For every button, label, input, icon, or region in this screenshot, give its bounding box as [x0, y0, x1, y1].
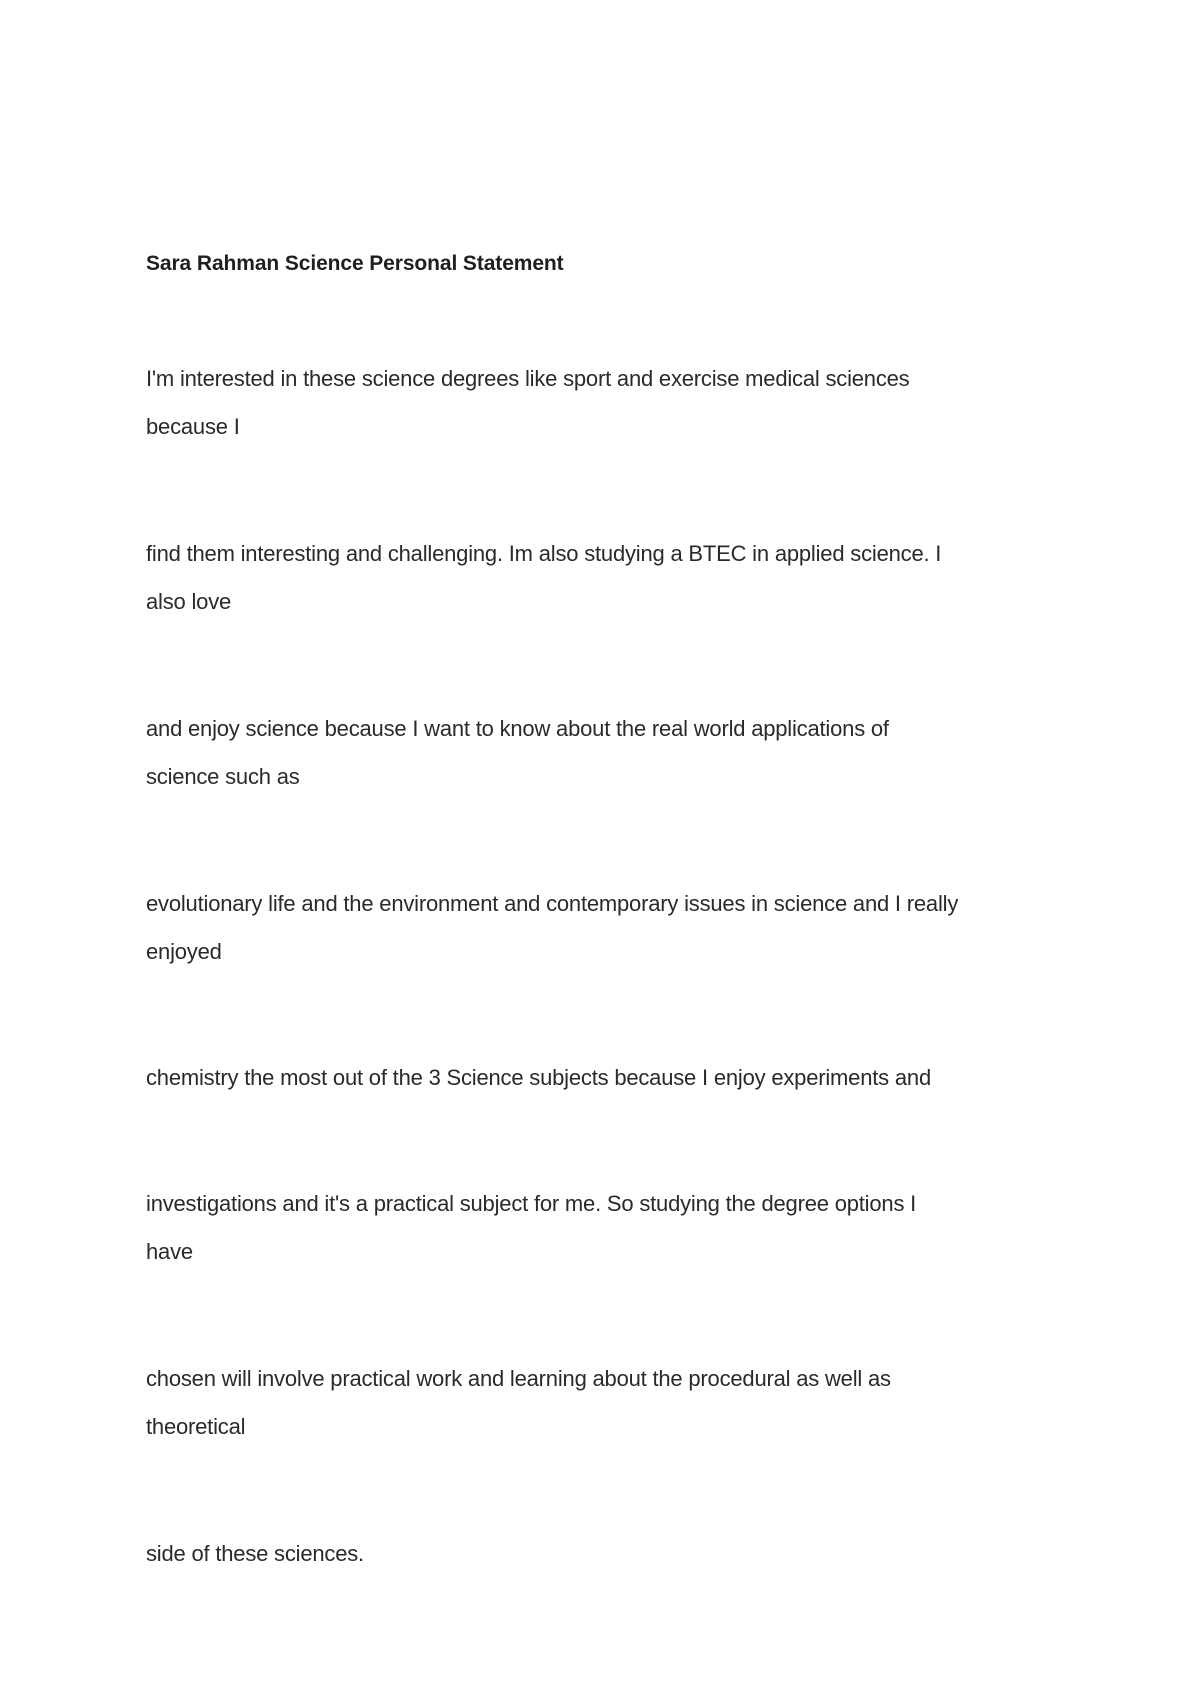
paragraph-line: theoretical: [146, 1414, 246, 1439]
paragraph-line: also love: [146, 589, 232, 614]
paragraph-4: [146, 880, 1086, 976]
paragraph-line: enjoyed: [146, 939, 222, 964]
document-title: Sara Rahman Science Personal Statement: [146, 252, 564, 275]
paragraph-7: [146, 1355, 1086, 1451]
paragraph-line: have: [146, 1239, 193, 1264]
paragraph-line: side of these sciences.: [146, 1541, 364, 1566]
paragraph-2: [146, 530, 1086, 626]
paragraph-line: chosen will involve practical work and learning about the procedural as well as: [146, 1366, 891, 1391]
paragraph-6: [146, 1180, 1086, 1276]
paragraph-line: I'm interested in these science degrees like sport and exercise medical sciences: [146, 366, 910, 391]
paragraph-1: [146, 355, 1086, 451]
paragraph-line: science such as: [146, 764, 300, 789]
paragraph-3: [146, 705, 1086, 801]
paragraph-line: evolutionary life and the environment and contemporary issues in science and I really: [146, 891, 959, 916]
paragraph-line: find them interesting and challenging. Im also studying a BTEC in applied science. I: [146, 541, 942, 566]
paragraph-line: because I: [146, 414, 240, 439]
paragraph-5: [146, 1054, 1086, 1102]
paragraph-8: [146, 1530, 1086, 1578]
paragraph-line: chemistry the most out of the 3 Science subjects because I enjoy experiments and: [146, 1065, 931, 1090]
paragraph-line: investigations and it's a practical subject for me. So studying the degree options I: [146, 1191, 917, 1216]
paragraph-line: and enjoy science because I want to know about the real world applications of: [146, 716, 889, 741]
